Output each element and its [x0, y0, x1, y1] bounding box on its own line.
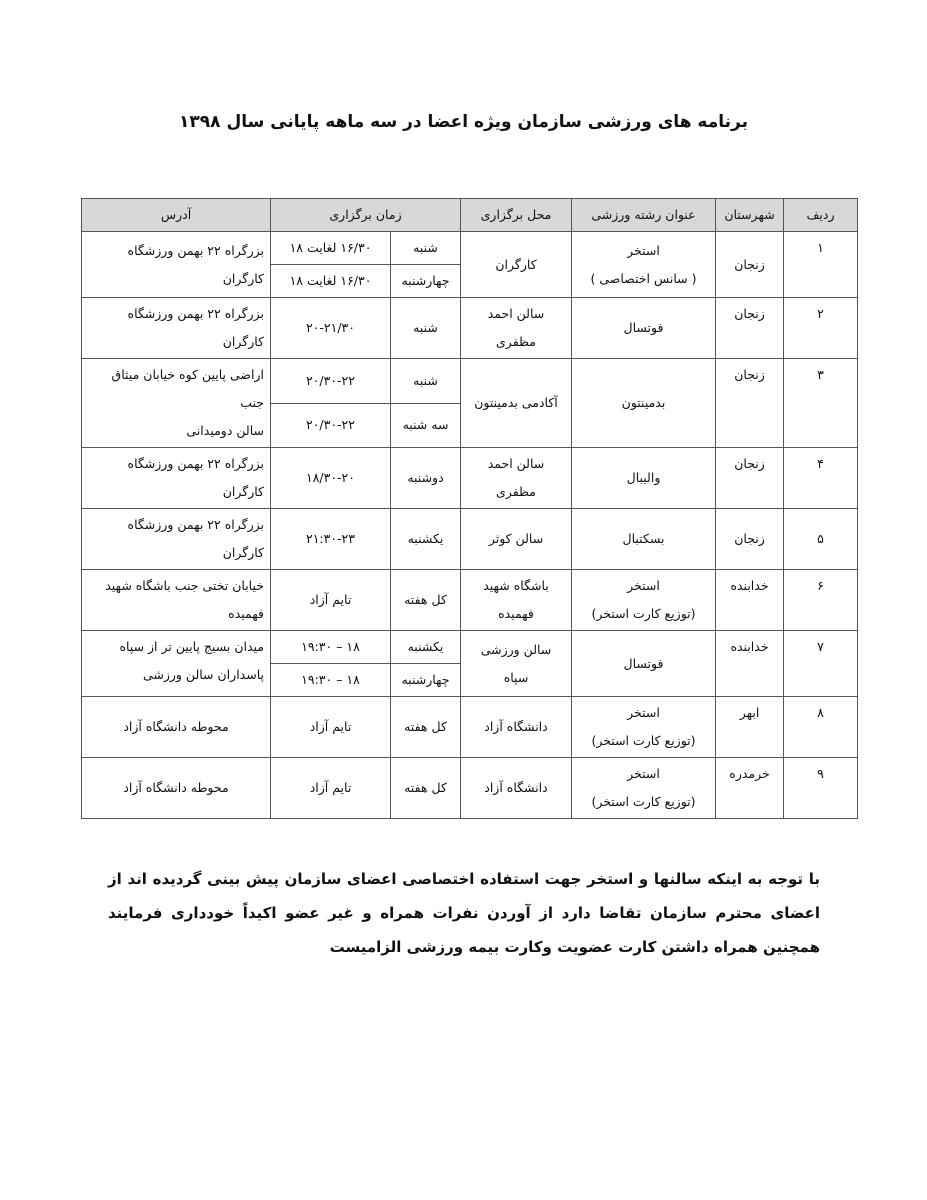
address-cell: [82, 631, 271, 697]
header-city: شهرستان: [716, 199, 784, 232]
day-cell: شنبه: [391, 232, 461, 265]
hours-cell: ۲۰/۳۰-۲۲: [271, 359, 391, 404]
address-line: میدان بسیج پایین تر از سپاه: [119, 639, 264, 654]
hours-cell: ۱۶/۳۰ لغایت ۱۸: [271, 265, 391, 298]
day-cell: کل هفته: [391, 697, 461, 758]
table-row: [82, 758, 858, 819]
table-row: [82, 448, 858, 509]
city-cell: زنجان: [716, 448, 784, 509]
hours-cell: تایم آزاد: [271, 758, 391, 819]
row-number: ۷: [784, 631, 858, 697]
table-row: [82, 631, 858, 664]
row-number: ۸: [784, 697, 858, 758]
table-row: [82, 232, 858, 265]
venue-cell: [461, 448, 572, 509]
table-header-row: [82, 199, 858, 232]
header-venue: محل برگزاری: [461, 199, 572, 232]
city-cell: زنجان: [716, 359, 784, 448]
hours-cell: ۲۱:۳۰-۲۳: [271, 509, 391, 570]
venue-cell: سالن کوثر: [461, 509, 572, 570]
address-cell: بزرگراه ۲۲ بهمن ورزشگاه کارگران: [82, 448, 271, 509]
day-cell: یکشنبه: [391, 631, 461, 664]
venue-line: سالن احمد: [487, 456, 545, 471]
sport-name: استخر: [627, 766, 660, 781]
row-number: ۹: [784, 758, 858, 819]
page-title: برنامه های ورزشی سازمان ویژه اعضا در سه ماهه پایانی سال ۱۳۹۸: [179, 112, 748, 132]
header-time: زمان برگزاری: [271, 199, 461, 232]
venue-cell: دانشگاه آزاد: [461, 697, 572, 758]
sport-note: (توزیع کارت استخر): [591, 606, 696, 621]
sport-note: (توزیع کارت استخر): [591, 794, 696, 809]
notice-paragraph: با توجه به اینکه سالنها و استخر جهت استفاده اختصاصی اعضای سازمان پیش بینی گردیده اند از اعضای محترم سازمان تقاضا دارد از آوردن نفرات همراه و غیر عضو اکیداً خودداری فرمایند همچنین همراه داشتن کارت عضویت وکارت بیمه ورزشی الزامیست: [108, 870, 820, 956]
table-row: [82, 697, 858, 758]
address-cell: محوطه دانشگاه آزاد: [82, 758, 271, 819]
day-cell: شنبه: [391, 298, 461, 359]
address-cell: بزرگراه ۲۲ بهمن ورزشگاه کارگران: [82, 509, 271, 570]
venue-line: سالن ورزشی: [480, 641, 552, 657]
city-cell: خرمدره: [716, 758, 784, 819]
row-number: ۳: [784, 359, 858, 448]
hours-cell: ۲۰/۳۰-۲۲: [271, 403, 391, 448]
sport-cell: [572, 570, 716, 631]
city-cell: خدابنده: [716, 570, 784, 631]
day-cell: کل هفته: [391, 758, 461, 819]
day-cell: شنبه: [391, 359, 461, 404]
row-number: ۱: [784, 232, 858, 298]
day-cell: سه شنبه: [391, 403, 461, 448]
address-cell: محوطه دانشگاه آزاد: [82, 697, 271, 758]
header-row-no: ردیف: [784, 199, 858, 232]
sport-cell: فوتسال: [572, 298, 716, 359]
venue-line: سالن احمد: [487, 306, 545, 321]
venue-cell: [461, 298, 572, 359]
sport-cell: فوتسال: [572, 631, 716, 697]
city-cell: ابهر: [716, 697, 784, 758]
sport-cell: [572, 697, 716, 758]
day-cell: کل هفته: [391, 570, 461, 631]
address-line: سالن دومیدانی: [186, 423, 264, 438]
sport-cell: والیبال: [572, 448, 716, 509]
hours-cell: ۲۰-۲۱/۳۰: [271, 298, 391, 359]
day-cell: یکشنبه: [391, 509, 461, 570]
city-cell: زنجان: [716, 298, 784, 359]
hours-cell: ۱۸/۳۰-۲۰: [271, 448, 391, 509]
venue-cell: [461, 631, 572, 697]
sport-note: (توزیع کارت استخر): [591, 733, 696, 748]
city-cell: زنجان: [716, 232, 784, 298]
venue-cell: آکادمی بدمینتون: [461, 359, 572, 448]
address-line: پاسداران سالن ورزشی: [142, 667, 264, 682]
table-row: [82, 298, 858, 359]
hours-cell: تایم آزاد: [271, 697, 391, 758]
city-cell: زنجان: [716, 509, 784, 570]
hours-cell: ۱۸ – ۱۹:۳۰: [271, 664, 391, 697]
day-cell: چهارشنبه: [391, 664, 461, 697]
sport-name: استخر: [627, 242, 660, 258]
sport-cell: بسکتبال: [572, 509, 716, 570]
header-sport: عنوان رشته ورزشی: [572, 199, 716, 232]
venue-line: مظفری: [496, 484, 536, 499]
venue-line: باشگاه شهید: [483, 578, 549, 593]
row-number: ۶: [784, 570, 858, 631]
header-address: آدرس: [82, 199, 271, 232]
row-number: ۴: [784, 448, 858, 509]
address-line: فهمیده: [228, 606, 264, 621]
city-cell: خدابنده: [716, 631, 784, 697]
venue-line: سپاه: [503, 669, 529, 685]
sport-name: استخر: [627, 705, 660, 720]
day-cell: چهارشنبه: [391, 265, 461, 298]
row-number: ۵: [784, 509, 858, 570]
venue-cell: دانشگاه آزاد: [461, 758, 572, 819]
sport-cell: بدمینتون: [572, 359, 716, 448]
address-cell: [82, 570, 271, 631]
venue-line: فهمیده: [498, 606, 534, 621]
address-line: اراضی پایین کوه خیابان میثاق جنب: [111, 367, 264, 410]
venue-line: مظفری: [496, 334, 536, 349]
sport-name: استخر: [627, 578, 660, 593]
schedule-table: [81, 198, 858, 819]
table-row: [82, 509, 858, 570]
day-cell: دوشنبه: [391, 448, 461, 509]
table-row: [82, 359, 858, 404]
hours-cell: تایم آزاد: [271, 570, 391, 631]
address-cell: بزرگراه ۲۲ بهمن ورزشگاه کارگران: [82, 232, 271, 298]
hours-cell: ۱۶/۳۰ لغایت ۱۸: [271, 232, 391, 265]
address-cell: [82, 359, 271, 448]
address-cell: بزرگراه ۲۲ بهمن ورزشگاه کارگران: [82, 298, 271, 359]
sport-cell: [572, 232, 716, 298]
venue-cell: [461, 570, 572, 631]
address-line: خیابان تختی جنب باشگاه شهید: [105, 578, 264, 593]
row-number: ۲: [784, 298, 858, 359]
hours-cell: ۱۸ – ۱۹:۳۰: [271, 631, 391, 664]
venue-cell: کارگران: [461, 232, 572, 298]
table-row: [82, 570, 858, 631]
sport-cell: [572, 758, 716, 819]
sport-note: ( سانس اختصاصی ): [590, 270, 697, 286]
